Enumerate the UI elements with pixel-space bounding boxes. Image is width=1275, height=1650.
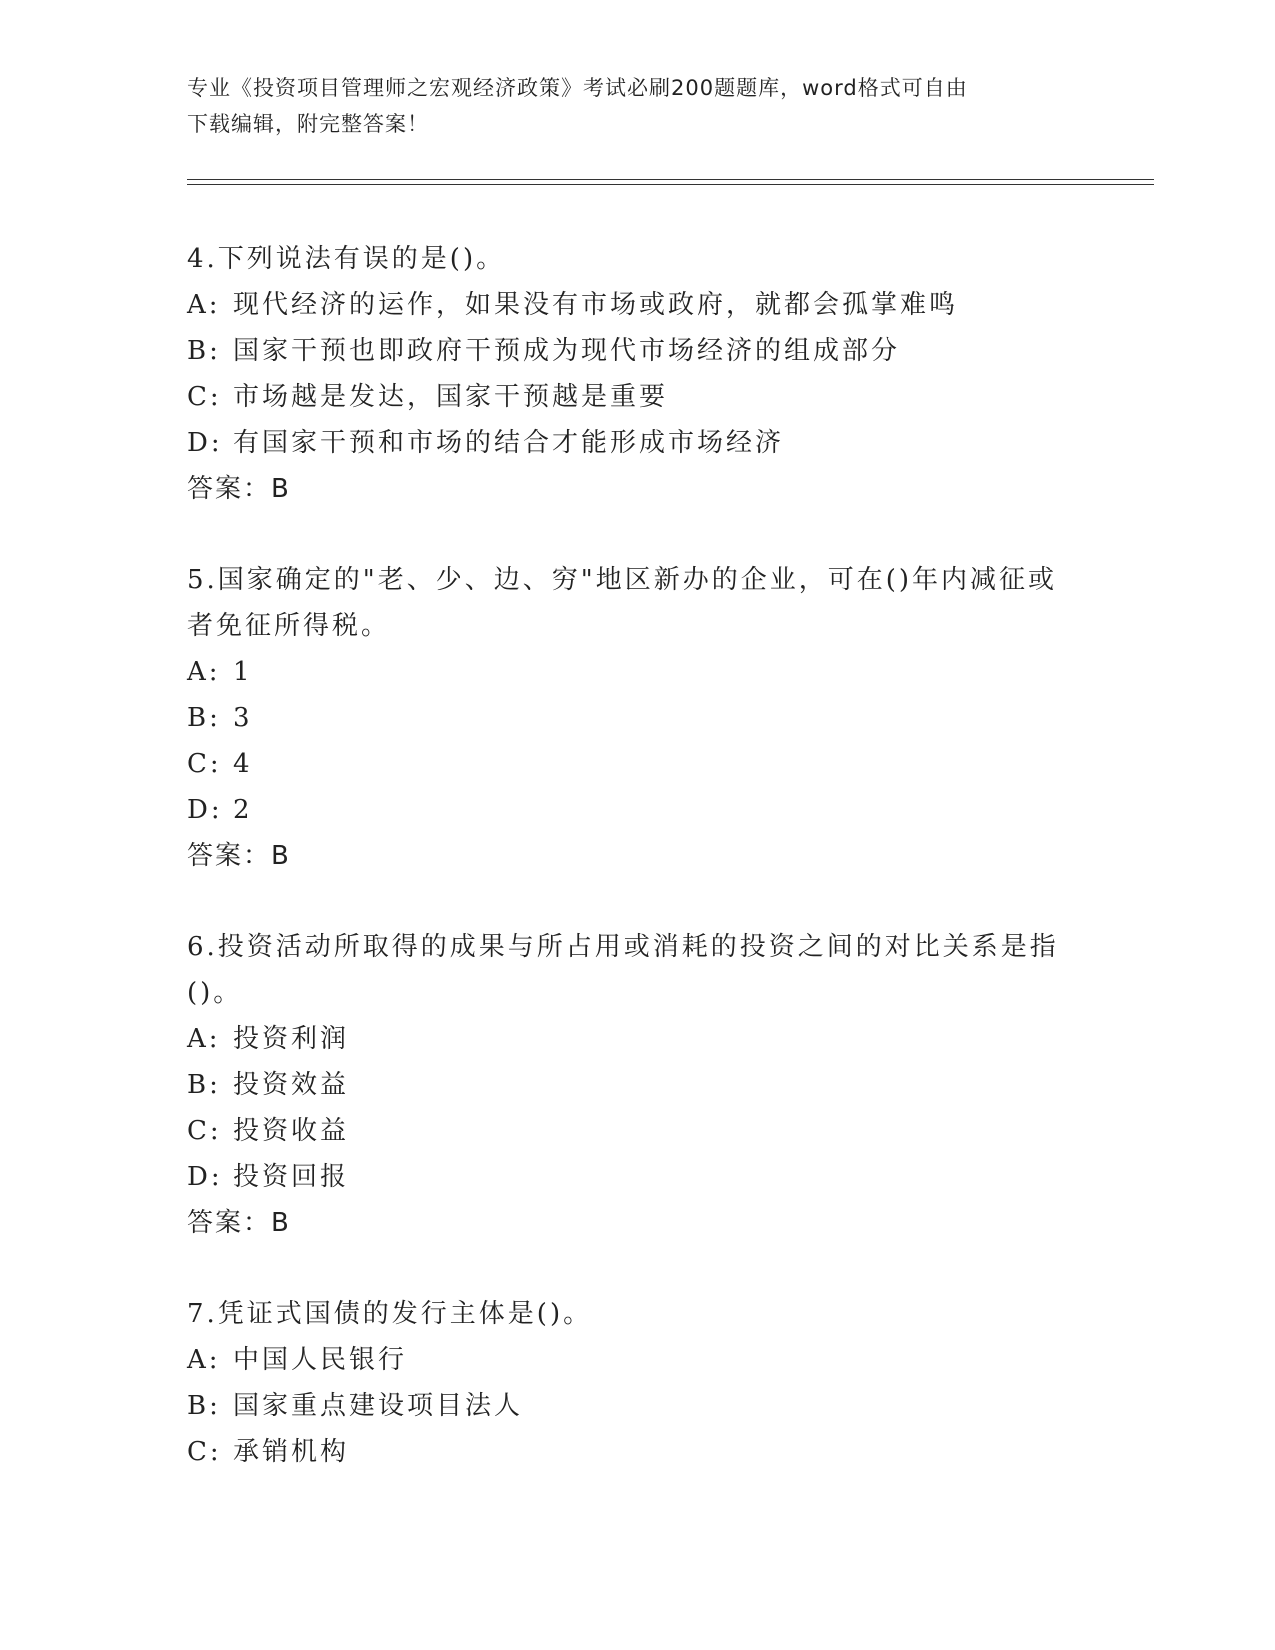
option-a: A: 1 xyxy=(187,657,253,687)
header-divider-top xyxy=(187,179,1154,180)
header-title-line-2: 下载编辑，附完整答案！ xyxy=(187,112,429,136)
question-5 xyxy=(187,557,1107,879)
option-a: A: 中国人民银行 xyxy=(187,1345,408,1375)
question-6 xyxy=(187,924,1107,1246)
question-text-line-2: ()。 xyxy=(187,978,243,1008)
option-c: C: 承销机构 xyxy=(187,1437,350,1467)
answer: 答案：B xyxy=(187,1208,291,1238)
question-text-line-2: 者免征所得税。 xyxy=(187,611,391,641)
question-4 xyxy=(187,236,1107,512)
header-divider-bottom xyxy=(187,184,1154,185)
question-list xyxy=(187,236,1107,1520)
option-d: D: 投资回报 xyxy=(187,1162,350,1192)
question-text-line-1: 5.国家确定的"老、少、边、穷"地区新办的企业，可在()年内减征或 xyxy=(187,565,1058,595)
answer: 答案：B xyxy=(187,841,291,871)
option-a: A: 现代经济的运作，如果没有市场或政府，就都会孤掌难鸣 xyxy=(187,290,959,320)
option-c: C: 4 xyxy=(187,749,253,779)
option-d: D: 有国家干预和市场的结合才能形成市场经济 xyxy=(187,428,785,458)
option-b: B: 投资效益 xyxy=(187,1070,350,1100)
document-header xyxy=(187,70,1087,142)
option-d: D: 2 xyxy=(187,795,253,825)
question-7 xyxy=(187,1291,1107,1475)
option-c: C: 投资收益 xyxy=(187,1116,350,1146)
option-b: B: 国家重点建设项目法人 xyxy=(187,1391,524,1421)
option-b: B: 国家干预也即政府干预成为现代市场经济的组成部分 xyxy=(187,336,901,366)
option-b: B: 3 xyxy=(187,703,253,733)
answer: 答案：B xyxy=(187,474,291,504)
question-text-line-1: 6.投资活动所取得的成果与所占用或消耗的投资之间的对比关系是指 xyxy=(187,932,1059,962)
option-a: A: 投资利润 xyxy=(187,1024,350,1054)
option-c: C: 市场越是发达，国家干预越是重要 xyxy=(187,382,669,412)
header-title-line-1: 专业《投资项目管理师之宏观经济政策》考试必刷200题题库，word格式可自由 xyxy=(187,76,968,100)
question-text: 4.下列说法有误的是()。 xyxy=(187,244,506,274)
question-text: 7.凭证式国债的发行主体是()。 xyxy=(187,1299,593,1329)
